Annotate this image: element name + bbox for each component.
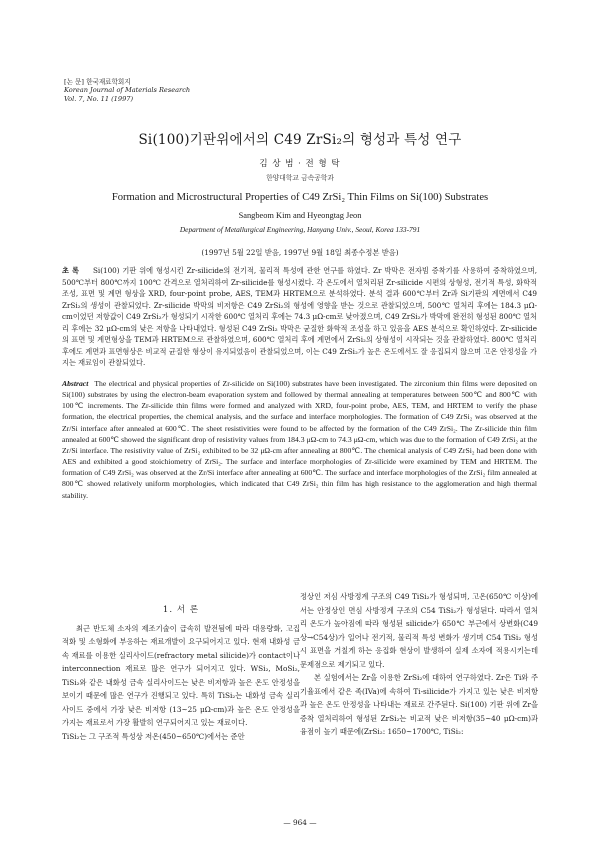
body-paragraph: TiSi₂는 그 구조적 특성상 저온(450~650℃)에서는 준안 xyxy=(62,731,245,741)
abstract-ko-text: Si(100) 기판 위에 형성시킨 Zr-silicide의 전기적, 물리적 특성에 관한 연구를 하였다. Zr 박막은 전자빔 증착기를 사용하여 증착하였으며, 500℃부터 800℃까지 100℃ 간격으로 열처리하여 Zr-silicide를 형성시켰다. 각 온도에서 열처리된 Zr-silicide 시편의 상형성, 전기적 특성, 화학적 조성, 표면 및 계면 형상을 XRD, four-point probe, AES, TEM과 HRTEM으로 분석하였다. 분석 결과 600℃부터 Zr과 Si기판의 계면에서 C49 ZrSi₂의 생성이 관찰되었다. Zr-silicide 박막의 비저항은 C49 ZrSi₂의 형성에 영향을 받는 것으로 관찰되었으며, 500℃ 열처리 후에는 184.3 μΩ-cm이었던 저항값이 C49 ZrSi₂가 형성되기 시작한 600℃ 열처리 후에는 74.3 μΩ-cm로 낮아졌으며, C49 ZrSi₂가 박막에 완전히 형성된 800℃ 열처리 후에는 32 μΩ-cm의 낮은 저항을 나타내었다. 형성된 C49 ZrSi₂ 박막은 균질한 화학적 조성을 하고 있음을 AES 분석으로 확인하였다. Zr-silicide의 표면 및 계면형상을 TEM과 HRTEM으로 관찰하였으며, 600℃ 열처리 후에 계면에서 ZrSi₂의 상형성이 시작되는 것을 관찰하였다. 800℃ 열처리 후에도 계면과 표면형상은 비교적 균질한 형상이 유지되었음이 관찰되었으며, 이는 C49 ZrSi₂가 높은 온도에서도 잘 응집되지 않으며 고온 안정성을 가지는 재료임이 관찰되었다. xyxy=(62,266,538,368)
journal-name-en: Korean Journal of Materials Research xyxy=(64,86,191,95)
authors-ko: 김 상 범 · 전 형 탁 xyxy=(259,159,341,169)
journal-category: [논 문] 한국재료학회지 xyxy=(64,78,131,86)
journal-header xyxy=(64,78,190,103)
body-column-left xyxy=(62,590,300,743)
authors-en: Sangbeom Kim and Hyeongtag Jeon xyxy=(238,211,362,220)
journal-volume: Vol. 7, No. 11 (1997) xyxy=(64,94,134,103)
affiliation-ko: 한양대학교 금속공학과 xyxy=(266,174,334,182)
abstract-en xyxy=(62,378,537,501)
abstract-en-text: The electrical and physical properties of Zr-silicide on Si(100) substrates have been investigated. The zirconium thin films were deposited on Si(100) substrates by using the electron-beam evaporation system and followed by thermal annealing at temperatures between 500℃ and 800℃ with 100℃ increments. The Zr-silicide thin films were formed and analyzed with XRD, four-point probe, AES, TEM, and HRTEM to verify the phase formation, the electrical properties, the chemical analysis, and the surface and interface morphologies. The formation of C49 ZrSi₂ was observed at the Zr/Si interface after annealed at 600℃. The sheet resistivities were found to be affected by the formation of the C49 ZrSi₂. The Zr-silicide thin film annealed at 600℃ showed the significant drop of resistivity values from 184.3 μΩ-cm to 74.3 μΩ-cm, which was due to the formation of C49 ZrSi₂ at the Zr/Si interface. The resistivity value of ZrSi₂ exhibited to be 32 μΩ-cm after annealing at 800℃. The chemical analysis of C49 ZrSi₂ had been done with AES and exhibited a good stoichiometry of ZrSi₂. The surface and interface morphologies of Zr-silicide were examined by TEM and HRTEM. The formation of C49 ZrSi₂ was observed at the Zr/Si interface after annealing at 600℃. The surface and interface morphologies of the ZrSi₂ film annealed at 800℃ showed relatively uniform morphologies, which indicated that C49 ZrSi₂ thin film has high resistance to the agglomeration and high thermal stability. xyxy=(62,379,537,500)
paper-title-ko: Si(100)기판위에서의 C49 ZrSi₂의 형성과 특성 연구 xyxy=(138,132,462,148)
abstract-en-label: Abstract xyxy=(62,379,89,388)
received-dates: (1997년 5월 22일 받음, 1997년 9월 18일 최종수정본 받음) xyxy=(201,248,399,257)
abstract-ko xyxy=(62,265,537,369)
body-column-right xyxy=(300,590,538,739)
section-heading-introduction: 1. 서 론 xyxy=(162,605,200,615)
body-paragraph: 최근 반도체 소자의 제조기술이 급속히 발전됨에 따라 대용량화, 고집적화 및 소형화에 부응하는 재료개발이 요구되어지고 있다. 현재 내화성 금속 재료를 이용한 실리사이드(refractory metal silicide)가 contact이나 interconnection 재료로 많은 연구가 되어지고 있다. WSi₂, MoSi₂, TiSi₂와 같은 내화성 금속 실리사이드는 낮은 비저항과 높은 온도 안정성을 보이기 때문에 많은 연구가 진행되고 있다. 특히 TiSi₂는 내화성 금속 실리사이드 중에서 가장 낮은 비저항 (13~25 μΩ-cm)과 높은 온도 안정성을 가지는 재료로서 가장 활발히 연구되어지고 있는 재료이다. xyxy=(62,623,300,727)
body-paragraph: 정상인 저심 사방정계 구조의 C49 TiSi₂가 형성되며, 고온(650℃ 이상)에서는 안정상인 면심 사방정계 구조의 C54 TiSi₂가 형성된다. 따라서 열처리 온도가 높아짐에 따라 형성된 silicide가 650℃ 부근에서 상변화(C49상→C54상)가 일어나 전기적, 물리적 특성 변화가 생기며 C54 TiSi₂ 형성시 표면을 거칠게 하는 응집화 현상이 발생하여 실제 소자에 적용시키는데 문제점으로 제기되고 있다. xyxy=(300,592,538,669)
paper-title-en: Formation and Microstructural Properties of C49 ZrSi₂ Thin Films on Si(100) Substrates xyxy=(111,192,489,203)
page-number: — 964 — xyxy=(283,818,317,827)
affiliation-en: Department of Metallurgical Engineering, Hanyang Univ., Seoul, Korea 133-791 xyxy=(179,225,421,234)
abstract-ko-label: 초 록 xyxy=(62,266,79,275)
body-paragraph: 본 실험에서는 Zr을 이용한 ZrSi₂에 대하여 연구하였다. Zr은 Ti와 주기율표에서 같은 족(IVa)에 속하여 Ti-silicide가 가지고 있는 낮은 비저항과 높은 온도 안정성을 나타내는 재료로 간주된다. Si(100) 기판 위에 Zr을 증착 열처리하여 형성된 ZrSi₂는 비교적 낮은 비저항(35~40 μΩ-cm)과 융점이 높기 때문에(ZrSi₂: 1650~1700℃, TiSi₂: xyxy=(300,673,538,736)
